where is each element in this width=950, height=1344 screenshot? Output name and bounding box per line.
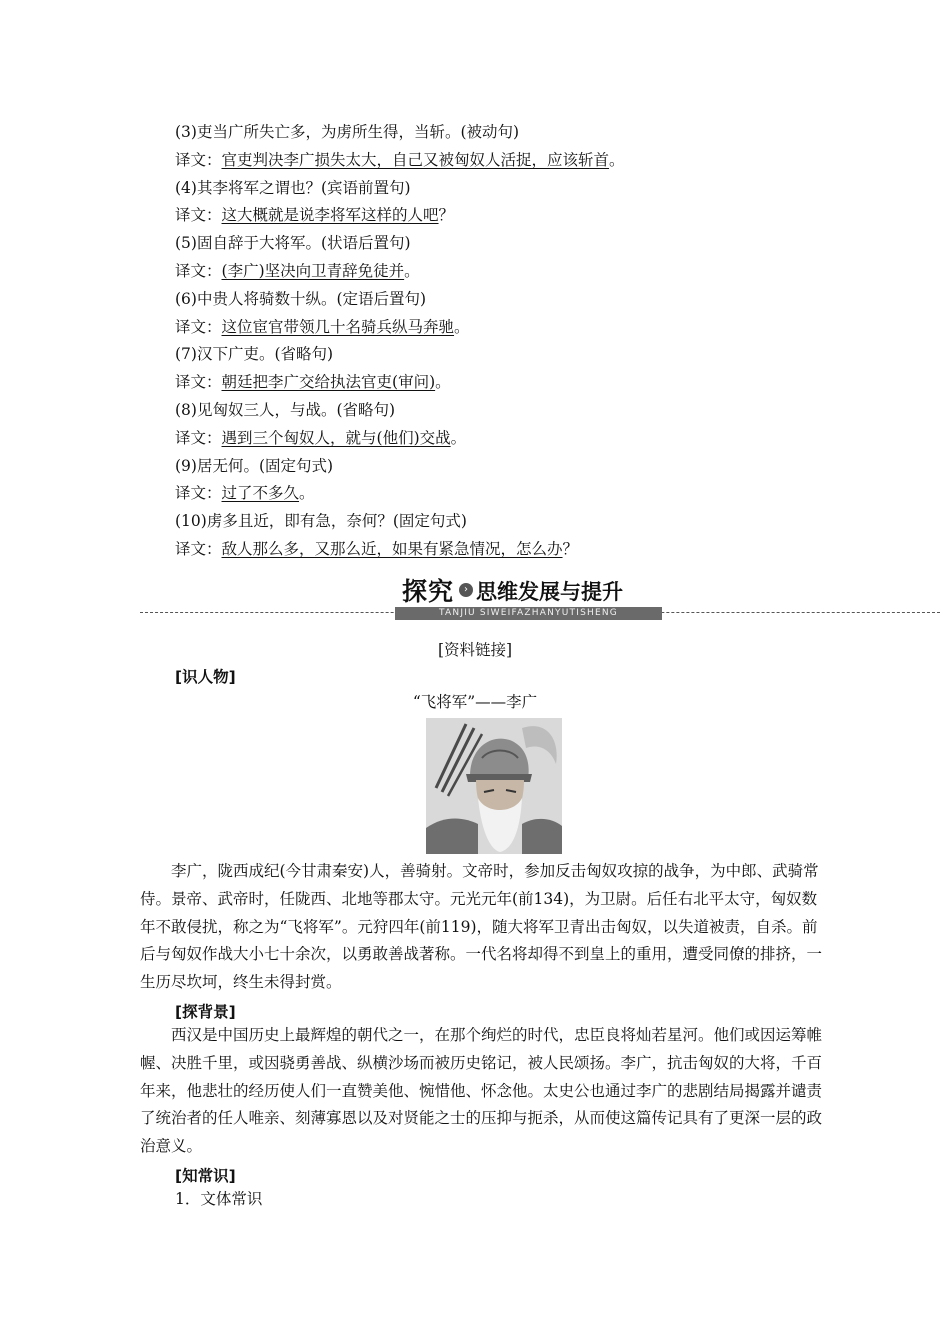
line-prefix: (9)居无何。(固定句式) [175, 456, 334, 475]
banner-title-main: 探究 [402, 577, 455, 606]
line-prefix: 译文： [175, 317, 222, 336]
arrow-right-icon: › [459, 583, 473, 597]
translation-line [175, 428, 466, 448]
line-prefix: (3)吏当广所失亡多，为虏所生得，当斩。(被动句) [175, 123, 520, 141]
line-prefix: (10)虏多且近，即有急，奈何？(固定句式) [175, 512, 467, 531]
line-prefix: (7)汉下广吏。(省略句) [175, 345, 334, 364]
sentence-line [175, 289, 426, 309]
knowledge-item-1: 1．文体常识 [175, 1190, 263, 1208]
translation-answer: 朝廷把李广交给执法官吏(审问) [221, 373, 436, 392]
sentence-line [175, 178, 411, 198]
line-prefix: (4)其李将军之谓也？(宾语前置句) [175, 178, 411, 197]
translation-answer: 过了不多久 [221, 484, 300, 503]
sentence-line [175, 233, 411, 253]
people-paragraph: 李广，陇西成纪(今甘肃秦安)人，善骑射。文帝时，参加反击匈奴攻掠的战争，为中郎、武骑常侍。景帝、武帝时，任陇西、北地等郡太守。元光元年(前134)，为卫尉。后任右北平太守，匈奴数年不敢侵扰，称之为“飞将军”。元狩四年(前119)，随大将军卫青出击匈奴，以失道被责，自杀。前后与匈奴作战大小七十余次，以勇敢善战著称。一代名将却得不到皇上的重用，遭受同僚的排挤，一生历尽坎坷，终生未得封赏。 [140, 862, 823, 992]
portrait-caption: “飞将军”——李广 [412, 693, 538, 711]
sentence-line [175, 456, 333, 476]
section-banner [140, 572, 940, 624]
line-suffix: 。 [454, 317, 470, 336]
resource-link-heading: [资料链接] [437, 641, 513, 659]
translation-answer: 遇到三个匈奴人，就与(他们)交战 [221, 428, 451, 447]
line-suffix: ？ [438, 206, 455, 225]
line-prefix: (6)中贵人将骑数十纵。(定语后置句) [175, 289, 427, 308]
sentence-line [175, 400, 395, 420]
line-suffix: 。 [435, 373, 451, 392]
translation-line [175, 317, 470, 337]
banner-title-sub: 思维发展与提升 [476, 580, 623, 604]
translation-line [175, 539, 578, 559]
background-paragraph: 西汉是中国历史上最辉煌的朝代之一，在那个绚烂的时代，忠臣良将灿若星河。他们或因运筹帷幄、决胜千里，或因骁勇善战、纵横沙场而被历史铭记，被人民颂扬。李广，抗击匈奴的大将，千百年来，他悲壮的经历使人们一直赞美他、惋惜他、怀念他。太史公也通过李广的悲剧结局揭露并谴责了统治者的任人唯亲、刻薄寡恩以及对贤能之士的压抑与扼杀，从而使这篇传记具有了更深一层的政治意义。 [140, 1026, 823, 1156]
translation-line [175, 150, 625, 170]
line-suffix: 。 [404, 262, 420, 280]
translation-answer: 这位宦官带领几十名骑兵纵马奔驰 [221, 317, 455, 336]
tag-people: [识人物] [175, 668, 236, 686]
translation-line [175, 372, 451, 392]
translation-line [175, 205, 454, 225]
general-portrait-icon [426, 718, 562, 854]
translation-answer: 这大概就是说李将军这样的人吧 [221, 206, 439, 225]
translation-line [175, 483, 315, 503]
line-suffix: 。 [609, 150, 625, 169]
line-prefix: 译文： [175, 484, 222, 503]
line-prefix: (5)固自辞于大将军。(状语后置句) [175, 234, 411, 253]
line-prefix: 译文： [175, 373, 222, 392]
line-prefix: 译文： [175, 206, 222, 225]
line-prefix: 译文： [175, 262, 222, 280]
translation-line [175, 261, 420, 281]
translation-answer: 官吏判决李广损失太大，自己又被匈奴人活捉，应该斩首 [221, 150, 610, 169]
translation-answer: (李广)坚决向卫青辞免徒并 [221, 262, 405, 280]
line-suffix: ？ [562, 540, 579, 558]
line-prefix: 译文： [175, 540, 222, 558]
sentence-line [175, 344, 333, 364]
line-prefix: 译文： [175, 150, 222, 169]
line-prefix: 译文： [175, 428, 222, 447]
line-prefix: (8)见匈奴三人，与战。(省略句) [175, 401, 396, 419]
translation-answer: 敌人那么多，又那么近，如果有紧急情况，怎么办 [221, 540, 563, 558]
tag-background: [探背景] [175, 1003, 236, 1021]
line-suffix: 。 [299, 484, 315, 503]
line-suffix: 。 [450, 428, 467, 447]
tag-knowledge: [知常识] [175, 1167, 236, 1185]
banner-pinyin: TANJIU SIWEIFAZHANYUTISHENG [395, 607, 662, 620]
sentence-line [175, 122, 519, 142]
sentence-line [175, 511, 467, 531]
